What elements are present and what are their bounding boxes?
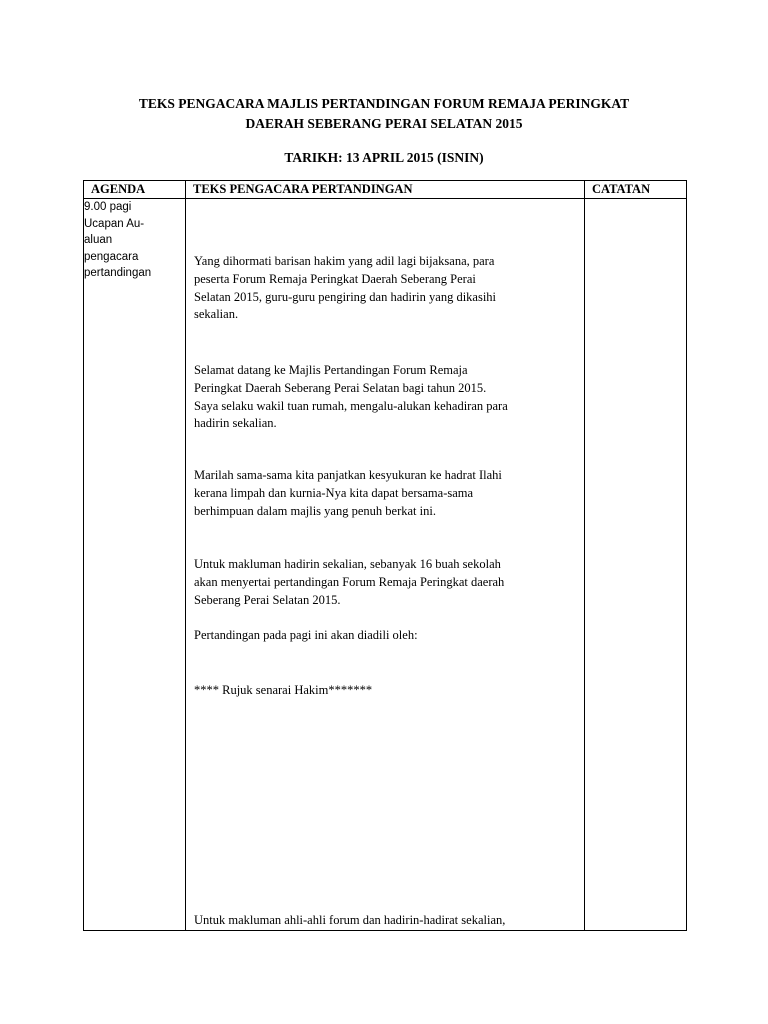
agenda-line: pengacara [84, 250, 139, 263]
text-line: Untuk makluman hadirin sekalian, sebanyak 16 buah sekolah [194, 557, 501, 571]
agenda-line: pertandingan [84, 267, 152, 279]
header-catatan: CATATAN [585, 181, 687, 199]
script-text-cell [186, 199, 585, 931]
table-header-row [84, 181, 687, 199]
text-line: Pertandingan pada pagi ini akan diadili oleh: [194, 628, 418, 642]
text-line: peserta Forum Remaja Peringkat Daerah Seberang Perai [194, 271, 476, 286]
text-line: Saya selaku wakil tuan rumah, mengalu-alukan kehadiran para [194, 398, 508, 413]
agenda-time: 9.00 pagi [84, 201, 132, 213]
paragraph-welcome-guests [194, 253, 574, 324]
paragraph-participants [194, 556, 574, 609]
paragraph-judges-intro [194, 627, 574, 645]
agenda-line: aluan [84, 234, 113, 246]
text-line: Peringkat Daerah Seberang Perai Selatan bagi tahun 2015. [194, 380, 487, 395]
text-line: Selamat datang ke Majlis Pertandingan Forum Remaja [194, 363, 468, 377]
document-title [0, 94, 768, 134]
agenda-line: Ucapan Au- [84, 217, 145, 230]
text-line: akan menyertai pertandingan Forum Remaja Peringkat daerah [194, 574, 505, 589]
table-row [84, 199, 687, 931]
text-line: berhimpuan dalam majlis yang penuh berkat ini. [194, 503, 436, 518]
title-line-1: TEKS PENGACARA MAJLIS PERTANDINGAN FORUM REMAJA PERINGKAT [138, 96, 630, 111]
text-line: sekalian. [194, 307, 239, 322]
text-line: kerana limpah dan kurnia-Nya kita dapat bersama-sama [194, 485, 474, 500]
text-line: Untuk makluman ahli-ahli forum dan hadirin-hadirat sekalian, [194, 913, 506, 927]
agenda-table [83, 180, 687, 931]
text-line: **** Rujuk senarai Hakim******* [194, 683, 373, 697]
paragraph-welcome-event [194, 362, 574, 433]
header-agenda: AGENDA [84, 181, 186, 199]
agenda-cell [84, 199, 186, 931]
header-teks: TEKS PENGACARA PERTANDINGAN [186, 181, 585, 199]
document-date: TARIKH: 13 APRIL 2015 (ISNIN) [284, 150, 484, 165]
notes-cell [585, 199, 687, 931]
paragraph-judges-note [194, 682, 574, 700]
text-line: hadirin sekalian. [194, 416, 277, 431]
paragraph-forum-info [194, 912, 574, 930]
text-line: Yang dihormati barisan hakim yang adil lagi bijaksana, para [194, 254, 495, 268]
text-line: Marilah sama-sama kita panjatkan kesyukuran ke hadrat Ilahi [194, 468, 502, 482]
title-line-2: DAERAH SEBERANG PERAI SELATAN 2015 [245, 116, 523, 131]
text-line: Selatan 2015, guru-guru pengiring dan hadirin yang dikasihi [194, 289, 497, 304]
text-line: Seberang Perai Selatan 2015. [194, 592, 341, 607]
paragraph-gratitude [194, 467, 574, 520]
